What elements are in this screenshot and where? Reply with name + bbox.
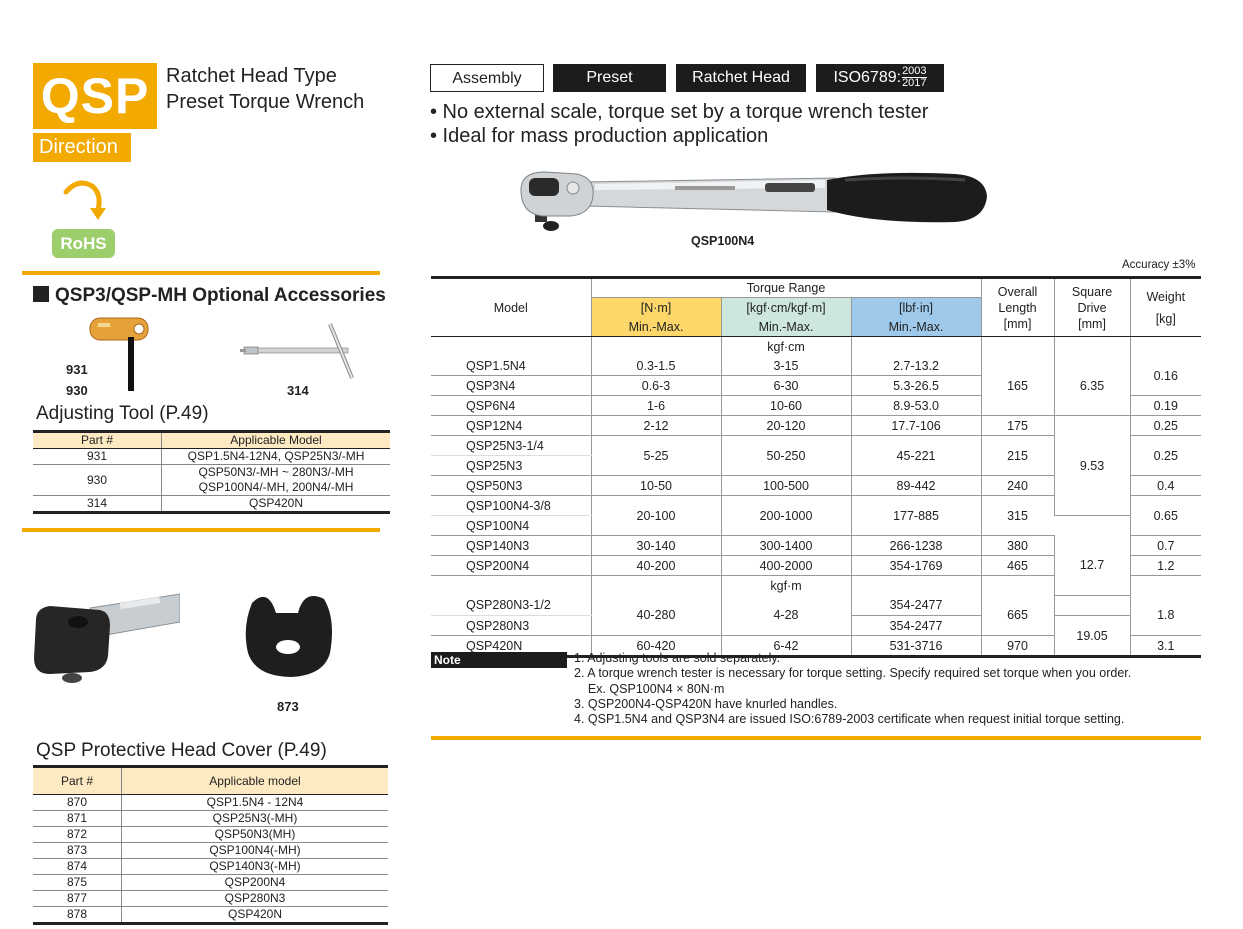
feature-1: • No external scale, torque set by a torque wrench tester: [430, 101, 929, 123]
model-cell: QSP140N3: [431, 536, 591, 556]
model-cell: QSP50N3: [431, 476, 591, 496]
nm-cell: 1-6: [591, 396, 721, 416]
drive-cell: 9.53: [1054, 416, 1130, 516]
kgf-cell: 50-250: [721, 436, 851, 476]
table-row: [33, 811, 388, 827]
model-cell: QSP25N3-1/4: [431, 436, 591, 456]
model-cell: QSP12N4: [431, 416, 591, 436]
nm-cell: 30-140: [591, 536, 721, 556]
label-314: 314: [287, 383, 309, 398]
model-cell: QSP200N4: [431, 556, 591, 576]
divider: [431, 736, 1201, 740]
nm-cell: 60-420: [591, 636, 721, 657]
unit-kgfcm: kgf·cm: [721, 337, 851, 357]
col-kgf: [kgf·cm/kgf·m]: [721, 298, 851, 318]
model-cell: QSP100N4: [431, 516, 591, 536]
lbf-cell: 177-885: [851, 496, 981, 536]
col-part: Part #: [33, 432, 162, 449]
kgf-cell: 300-1400: [721, 536, 851, 556]
protective-head-cover-image: [238, 583, 338, 683]
t-handle-hex-key-image: [88, 315, 152, 393]
model-cell: QSP420N: [431, 636, 591, 657]
model-cell: QSP280N3: [431, 616, 591, 636]
length-cell: 175: [981, 416, 1054, 436]
part-cell: 877: [33, 891, 122, 907]
model-cell: QSP280N3-1/2: [431, 595, 591, 616]
model-cell: QSP280N3: [122, 891, 389, 907]
model-cell: QSP200N4: [122, 875, 389, 891]
accessories-section-title: QSP3/QSP-MH Optional Accessories: [33, 285, 386, 307]
product-title: [166, 63, 364, 115]
adjusting-tool-table: [33, 430, 390, 514]
model-cell: QSP25N3(-MH): [122, 811, 389, 827]
drive-cell: 19.05: [1054, 616, 1130, 657]
model-cell: QSP1.5N4: [431, 356, 591, 376]
kgf-cell: 400-2000: [721, 556, 851, 576]
length-cell: 315: [981, 496, 1054, 536]
table-row: [33, 449, 390, 465]
col-model: Applicable model: [122, 767, 389, 795]
lbf-cell: 17.7-106: [851, 416, 981, 436]
model-cell: QSP100N4(-MH): [122, 843, 389, 859]
unit-kgfm: kgf·m: [721, 576, 851, 596]
table-row: [431, 356, 1201, 376]
model-cell: QSP140N3(-MH): [122, 859, 389, 875]
col-lbf: [lbf·in]: [851, 298, 981, 318]
divider: [22, 528, 380, 532]
weight-cell: 1.2: [1130, 556, 1201, 576]
minmax-kgf: Min.-Max.: [721, 317, 851, 337]
accuracy-label: Accuracy ±3%: [1122, 259, 1196, 271]
note-item: 3. QSP200N4-QSP420N have knurled handles.: [574, 696, 838, 711]
part-cell: 878: [33, 907, 122, 924]
lbf-cell: 354-2477: [851, 616, 981, 636]
model-cell: QSP50N3(MH): [122, 827, 389, 843]
nm-cell: 10-50: [591, 476, 721, 496]
length-cell: 240: [981, 476, 1054, 496]
col-torque-range: Torque Range: [591, 278, 981, 298]
note-item: 4. QSP1.5N4 and QSP3N4 are issued ISO:6789-2003 certificate when request initial torque setting.: [574, 712, 1125, 727]
weight-cell: 3.1: [1130, 636, 1201, 657]
product-image-caption: QSP100N4: [691, 234, 755, 248]
lbf-cell: 531-3716: [851, 636, 981, 657]
lbf-cell: 8.9-53.0: [851, 396, 981, 416]
table-header-row: [33, 432, 390, 449]
col-model: Applicable Model: [162, 432, 391, 449]
nm-cell: 40-280: [591, 595, 721, 636]
weight-cell: 0.19: [1130, 396, 1201, 416]
table-row: [33, 465, 390, 496]
nm-cell: 40-200: [591, 556, 721, 576]
part-cell: 930: [33, 465, 162, 496]
length-cell: 970: [981, 636, 1054, 657]
table-row: [33, 875, 388, 891]
section-marker: [33, 286, 49, 302]
unit-row-kgfcm: [431, 337, 1201, 357]
kgf-cell: 6-30: [721, 376, 851, 396]
clockwise-direction-icon: [60, 178, 108, 222]
model-cell: QSP420N: [162, 496, 391, 513]
note-item: 2. A torque wrench tester is necessary for torque setting. Specify required set torque when you order.: [574, 666, 1132, 681]
part-cell: 314: [33, 496, 162, 513]
model-cell: QSP6N4: [431, 396, 591, 416]
lbf-cell: 354-2477: [851, 595, 981, 616]
label-930: 930: [66, 383, 88, 398]
table-row: [431, 536, 1201, 556]
model-cell: QSP100N4-3/8: [431, 496, 591, 516]
lbf-cell: 2.7-13.2: [851, 356, 981, 376]
weight-cell: 0.65: [1130, 496, 1201, 536]
table-row: [431, 416, 1201, 436]
table-row: [33, 907, 388, 924]
weight-cell: 0.16: [1130, 356, 1201, 396]
note-item: Ex. QSP100N4 × 80N·m: [574, 681, 725, 696]
rohs-badge: RoHS: [52, 229, 115, 258]
kgf-cell: 10-60: [721, 396, 851, 416]
feature-2: • Ideal for mass production application: [430, 125, 769, 147]
table-row: [33, 795, 388, 811]
kgf-cell: 6-42: [721, 636, 851, 657]
head-cover-title: QSP Protective Head Cover (P.49): [36, 740, 327, 761]
table-row: [33, 859, 388, 875]
table-header-row: [33, 767, 388, 795]
label-873: 873: [277, 699, 299, 714]
part-cell: 871: [33, 811, 122, 827]
iso-badge: [816, 64, 944, 92]
notes-list: [574, 651, 1131, 727]
title-line-1: Ratchet Head Type: [166, 65, 337, 87]
note-label: Note: [431, 652, 567, 668]
minmax-lbf: Min.-Max.: [851, 317, 981, 337]
nm-cell: 2-12: [591, 416, 721, 436]
t-bar-adjusting-tool-image: [240, 320, 360, 382]
iso-label: ISO6789:: [833, 69, 902, 86]
label-931: 931: [66, 362, 88, 377]
wrench-head-with-cover-image: [30, 586, 180, 686]
part-cell: 873: [33, 843, 122, 859]
spec-header-row: [431, 278, 1201, 298]
nm-cell: 20-100: [591, 496, 721, 536]
kgf-cell: 3-15: [721, 356, 851, 376]
nm-cell: 5-25: [591, 436, 721, 476]
ratchet-head-badge: Ratchet Head: [676, 64, 806, 92]
kgf-cell: 200-1000: [721, 496, 851, 536]
drive-cell: 6.35: [1054, 356, 1130, 416]
table-row: [33, 496, 390, 513]
weight-cell: 1.8: [1130, 595, 1201, 636]
lbf-cell: 89-442: [851, 476, 981, 496]
part-cell: 870: [33, 795, 122, 811]
table-row: [33, 827, 388, 843]
length-cell: 165: [981, 356, 1054, 416]
table-row: [431, 595, 1201, 616]
part-cell: 874: [33, 859, 122, 875]
model-cell: QSP50N3/-MH ~ 280N3/-MH QSP100N4/-MH, 200N4/-MH: [162, 465, 391, 496]
model-cell: QSP1.5N4-12N4, QSP25N3/-MH: [162, 449, 391, 465]
preset-badge: Preset: [553, 64, 666, 92]
table-row: [33, 891, 388, 907]
torque-wrench-image: [515, 166, 995, 234]
model-cell: QSP25N3: [431, 456, 591, 476]
iso-years: $\frac{2003}{2017}$: [902, 65, 927, 90]
minmax-nm: Min.-Max.: [591, 317, 721, 337]
length-cell: 215: [981, 436, 1054, 476]
series-code: QSP: [33, 63, 157, 129]
direction-label: Direction: [33, 133, 131, 162]
lbf-cell: 354-1769: [851, 556, 981, 576]
weight-cell: 0.7: [1130, 536, 1201, 556]
assembly-badge: Assembly: [430, 64, 544, 92]
divider: [22, 271, 380, 275]
length-cell: 380: [981, 536, 1054, 556]
model-cell: QSP420N: [122, 907, 389, 924]
drive-cell: 12.7: [1054, 536, 1130, 596]
length-cell: 665: [981, 595, 1054, 636]
lbf-cell: 266-1238: [851, 536, 981, 556]
col-overall-length: Overall Length [mm]: [981, 278, 1054, 337]
model-cell: QSP3N4: [431, 376, 591, 396]
weight-cell: 0.25: [1130, 436, 1201, 476]
part-cell: 931: [33, 449, 162, 465]
adjusting-tool-title: Adjusting Tool (P.49): [36, 403, 209, 424]
part-cell: 872: [33, 827, 122, 843]
col-model: Model: [431, 278, 591, 337]
col-nm: [N·m]: [591, 298, 721, 318]
model-cell: QSP1.5N4 - 12N4: [122, 795, 389, 811]
head-cover-table: [33, 765, 388, 925]
lbf-cell: 5.3-26.5: [851, 376, 981, 396]
nm-cell: 0.3-1.5: [591, 356, 721, 376]
length-cell: 465: [981, 556, 1054, 576]
table-row: [33, 843, 388, 859]
kgf-cell: 20-120: [721, 416, 851, 436]
part-cell: 875: [33, 875, 122, 891]
spec-table: [431, 276, 1201, 658]
col-square-drive: Square Drive [mm]: [1054, 278, 1130, 337]
kgf-cell: 100-500: [721, 476, 851, 496]
kgf-cell: 4-28: [721, 595, 851, 636]
note-item: 1. Adjusting tools are sold separately.: [574, 651, 781, 665]
col-part: Part #: [33, 767, 122, 795]
title-line-2: Preset Torque Wrench: [166, 91, 365, 113]
weight-cell: 0.25: [1130, 416, 1201, 436]
nm-cell: 0.6-3: [591, 376, 721, 396]
lbf-cell: 45-221: [851, 436, 981, 476]
weight-cell: 0.4: [1130, 476, 1201, 496]
col-weight: Weight [kg]: [1130, 278, 1201, 337]
